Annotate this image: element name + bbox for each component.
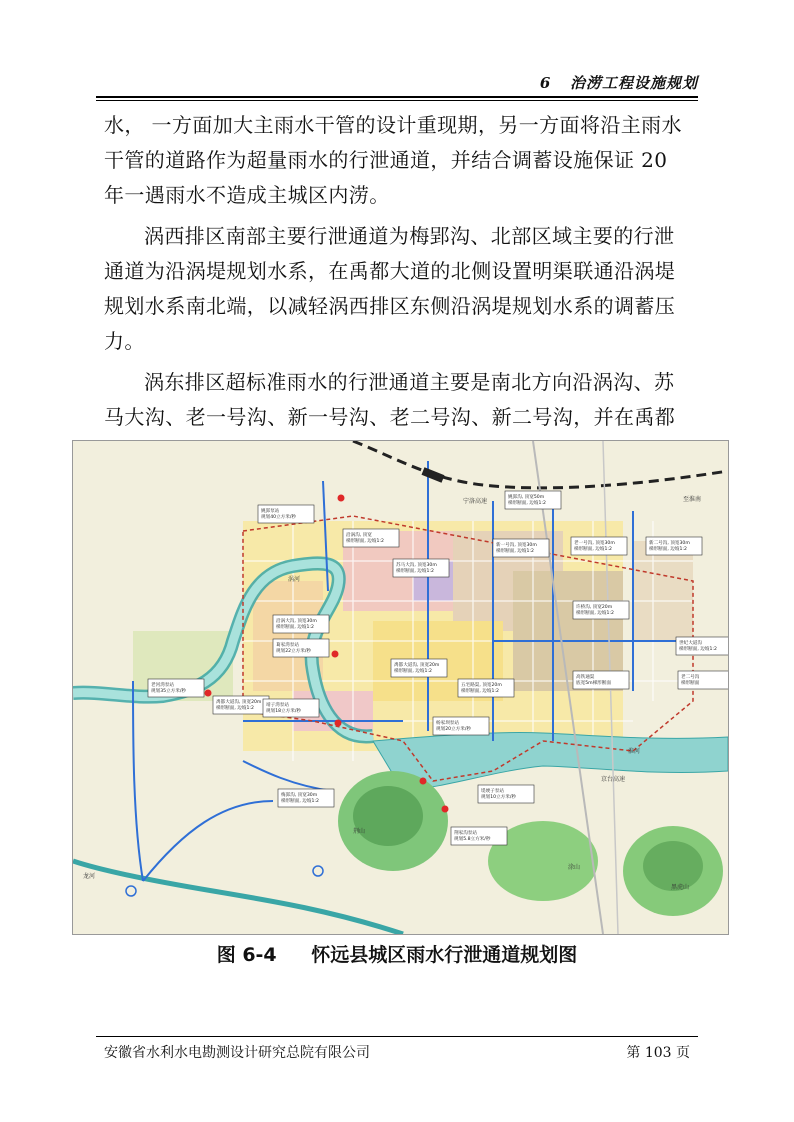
map-callout-box [391, 659, 447, 677]
map-callout-text: 梯形断面, 边坡1:2 [461, 689, 499, 694]
map-callout-text: 梯形断面, 边坡1:2 [216, 706, 254, 711]
map-callout-box [343, 529, 399, 547]
map-callout-text: 高铁通渠 [576, 675, 595, 680]
map-name-expressway: 宁洛高速 [463, 498, 488, 505]
map-callout-box [678, 671, 728, 689]
map-callout-text: 梯形断面, 边坡1:2 [394, 669, 432, 674]
map-callout-text: 梅郢沟, 顶宽30m [281, 793, 318, 798]
map-callout-text: 底宽5m梯形断面 [576, 681, 611, 686]
map-callout-text: 沿涡沟, 顶宽 [346, 533, 372, 538]
footer-page-number: 第 103 页 [626, 1045, 690, 1061]
chapter-heading [540, 72, 698, 93]
map-callout-text: 规划40立方米/秒 [261, 515, 296, 520]
figure-caption [0, 940, 794, 967]
map-callout-text: 五宅路渠, 顶宽20m [461, 683, 502, 688]
map-callout-box [148, 679, 204, 697]
figure-title: 怀远县城区雨水行泄通道规划图 [311, 944, 578, 966]
page-header [96, 72, 698, 98]
map-callout-box [278, 789, 334, 807]
map-callout-text: 老一号沟, 顶宽30m [574, 541, 615, 546]
map-callout-box [571, 537, 627, 555]
header-rule-thin [96, 100, 698, 101]
paragraph-1: 水， 一方面加大主雨水干管的设计重现期，另一方面将沿主雨水干管的道路作为超量雨水的行泄通道，并结合调蓄设施保证 20 年一遇雨水不造成主城区内涝。 [104, 113, 682, 207]
map-callout-box [213, 696, 269, 714]
map-name-tushan: 涂山 [568, 864, 581, 871]
map-name-huaihe: 淮河 [628, 748, 641, 755]
map-callout-text: 姚郢泵站 [261, 509, 280, 514]
map-callout-box [393, 559, 449, 577]
map-callout-box [646, 537, 702, 555]
map-callout-box [478, 785, 534, 803]
map-callout-box [433, 717, 489, 735]
map-callout-box [273, 615, 329, 633]
map-callout-text: 新一号沟, 顶宽30m [496, 543, 537, 548]
map-name-to-huainan: 至淮南 [683, 496, 702, 503]
map-callout-text: 规划22立方米/秒 [276, 649, 311, 654]
map-callout-box [273, 639, 329, 657]
map-callout-text: 规划20立方米/秒 [436, 727, 471, 732]
map-callout-text: 梯形断面, 边坡1:2 [276, 625, 314, 630]
footer-rule [96, 1036, 698, 1037]
map-callout-text: 规划18立方米/秒 [266, 709, 301, 714]
map-callout-text: 姚郢沟, 顶宽50m [508, 495, 545, 500]
map-callout-text: 沿涡大沟, 顶宽30m [276, 619, 317, 624]
map-callout-text: 梯形断面, 边坡1:2 [649, 547, 687, 552]
map-callout-text: 禹都大道沟, 顶宽20m [216, 700, 262, 705]
map-callout-text: 梯形断面, 边坡1:2 [496, 549, 534, 554]
paragraph-3: 涡东排区超标准雨水的行泄通道主要是南北方向沿涡沟、苏马大沟、老一号沟、新一号沟、老二号沟、新二号沟，并在禹都 [104, 370, 676, 429]
map-callout-text: 荆家沟泵站 [454, 831, 477, 836]
map-callout-box [493, 539, 549, 557]
map-callout-box [451, 827, 507, 845]
map-callout-box [505, 491, 561, 509]
body-text [104, 108, 694, 476]
map-callout-text: 苏马大沟, 顶宽30m [396, 563, 437, 568]
map-callout-text: 规划5.8立方米/秒 [454, 837, 491, 842]
figure-number: 图 6-4 [216, 944, 277, 966]
map-callout-text: 老二号沟 [681, 675, 700, 680]
map-callout-text: 许桥沟, 顶宽20m [576, 605, 613, 610]
header-rule [96, 96, 698, 98]
drainage-plan-map [72, 440, 729, 935]
map-callout-text: 梯形断面, 边坡1:2 [281, 799, 319, 804]
map-callout-text: 禹都大道沟, 顶宽20m [394, 663, 440, 668]
map-callout-text: 靖子湾泵站 [266, 703, 289, 708]
map-callout-text: 梯形断面, 边坡1:2 [679, 647, 717, 652]
map-callout-box [458, 679, 514, 697]
chapter-title: 治涝工程设施规划 [569, 74, 698, 92]
map-name-heihushan: 黑虎山 [671, 884, 690, 891]
chapter-number: 6 [539, 74, 552, 92]
map-name-guohe: 涡河 [288, 576, 301, 583]
map-callout-text: 新二号沟, 顶宽30m [649, 541, 690, 546]
map-callout-text: 世纪大道沟 [679, 641, 702, 646]
footer-company: 安徽省水利水电勘测设计研究总院有限公司 [104, 1045, 370, 1061]
map-callout-text: 梯形断面, 边坡1:2 [396, 569, 434, 574]
map-callout-text: 老河湾泵站 [151, 683, 174, 688]
map-callout-box [258, 505, 314, 523]
map-callout-box [573, 671, 629, 689]
map-name-jingshan: 荆山 [353, 828, 366, 835]
map-callout-box [573, 601, 629, 619]
map-callout-text: 梯形断面 [681, 681, 700, 686]
paragraph-2: 涡西排区南部主要行泄通道为梅郢沟、北部区域主要的行泄通道为沿涡堤规划水系，在禹都大道的北侧设置明渠联通沿涡堤规划水系南北端，以减轻涡西排区东侧沿涡堤规划水系的调蓄压力。 [104, 224, 676, 353]
map-callout-text: 规划10立方米/秒 [481, 795, 516, 800]
map-callout-text: 梯形断面, 边坡1:2 [576, 611, 614, 616]
map-callout-text: 梯形断面, 边坡1:2 [574, 547, 612, 552]
map-callout-text: 梯形断面, 边坡1:2 [508, 501, 546, 506]
map-callout-text: 规划35立方米/秒 [151, 689, 186, 694]
map-callout-text: 葛家湾泵站 [276, 643, 299, 648]
map-callout-text: 杨家坝泵站 [436, 721, 459, 726]
map-name-jingtai: 京台高速 [601, 776, 626, 783]
map-callout-box [263, 699, 319, 717]
map-name-longhe: 龙河 [83, 873, 96, 880]
map-callout-text: 梯形断面, 边坡1:2 [346, 539, 384, 544]
map-callout-box [676, 637, 728, 655]
map-callout-text: 堤埂子泵站 [481, 789, 504, 794]
